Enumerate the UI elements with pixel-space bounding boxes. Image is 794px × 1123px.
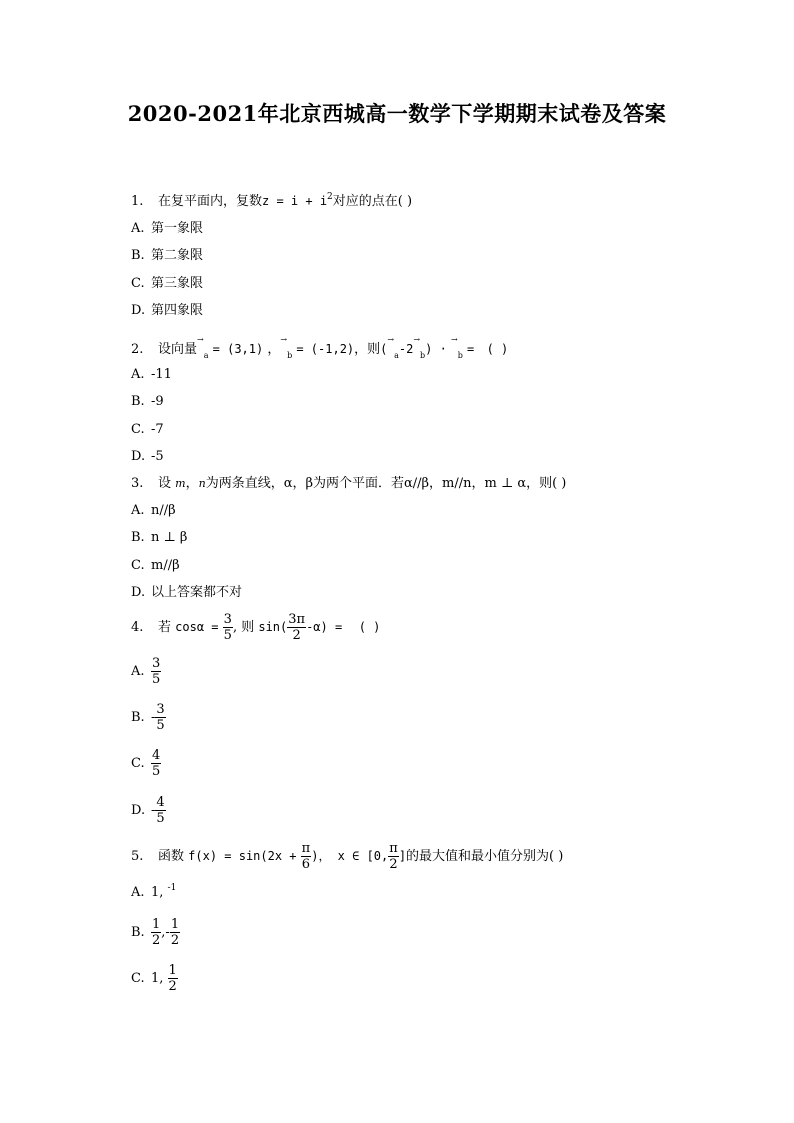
sin-expr: sin( [258,620,288,634]
then-text: , 则 [232,620,255,635]
option-a [131,503,176,519]
sin-expr-end: -α) = [306,620,343,634]
question-text: 若 [158,620,172,635]
option-b [131,248,203,264]
option-label: B. [131,925,145,940]
expr-open: ( [380,342,388,356]
fraction [168,963,178,994]
option-text: 第二象限 [151,248,204,263]
question-text-end: 对应的点在( ) [332,194,413,209]
vector-a-value: = (3,1) [212,342,264,356]
option-d [131,303,203,319]
question-text: 设向量 [158,342,198,357]
superscript: -1 [167,883,177,893]
then-text: ，则 [354,342,381,357]
option-c [131,558,180,574]
fraction [151,917,161,948]
fraction [223,612,233,643]
option-text: -9 [151,394,164,409]
option-label: A. [131,885,145,900]
denominator: 5 [156,811,165,826]
option-c [131,276,203,292]
option-label: C. [131,756,145,771]
option-label: A. [131,503,145,518]
option-text: 1, [151,971,168,986]
denominator: 5 [223,628,232,643]
comma: ， [267,342,281,357]
vector-arrow: → [197,335,204,344]
superscript: 2 [327,192,333,202]
option-label: D. [131,303,146,318]
numerator: 1 [168,963,177,978]
option-a [131,656,161,687]
cos-expr: cosα = [175,620,219,634]
question-number: 1. [131,194,144,209]
vector-arrow: → [413,335,421,344]
fraction [170,917,180,948]
fraction [155,702,165,733]
option-d [131,795,166,826]
question-text: 设 [158,476,172,491]
option-label: B. [131,530,145,545]
option-b [131,530,187,546]
question-text: 函数 [158,849,185,864]
function-close: ) [311,849,319,863]
option-c [131,422,164,438]
option-c [131,963,178,994]
option-label: A. [131,221,145,236]
expr-mid: -2 [398,342,414,356]
denominator: 5 [152,672,161,687]
question-number: 3. [131,476,144,491]
expr-close: ) · [425,342,447,356]
equals: = [466,342,475,356]
separator: ， [185,476,199,491]
question-2 [131,335,509,360]
option-c [131,748,161,779]
vector-a: a [394,351,399,360]
option-a [131,221,203,237]
option-a [131,885,176,902]
fraction [287,612,306,643]
question-3 [131,476,566,492]
denominator: 2 [170,933,180,948]
numerator: 1 [170,917,180,932]
denominator: 6 [301,857,311,872]
fraction [151,748,161,779]
domain-expr: ， x ∈ [0, [318,849,389,863]
var-n: n [198,477,206,490]
var-m: m [175,477,186,490]
option-text: m//β [151,558,180,573]
option-a [131,367,172,383]
numerator: 3 [223,612,232,627]
option-label: A. [131,664,145,679]
numerator: π [301,841,311,856]
option-text: 第一象限 [151,221,204,236]
sign: - [151,710,156,725]
denominator: 2 [152,933,161,948]
question-text-end: 的最大值和最小值分别为( ) [406,849,564,864]
vector-b: b [457,351,463,360]
numerator: 1 [152,917,161,932]
vector-a: a [203,351,209,360]
vector-b: b [287,351,293,360]
option-label: C. [131,558,145,573]
vector-b: b [420,351,426,360]
numerator: 3 [152,656,161,671]
numerator: π [389,841,398,856]
denominator: 2 [287,627,306,643]
separator: ,- [161,925,170,940]
option-text: n ⊥ β [151,530,188,545]
function-expr: f(x) = sin(2x + [188,849,297,863]
question-1 [131,193,412,211]
option-d [131,449,164,465]
question-4 [131,612,380,643]
option-text: -5 [151,449,164,464]
question-5 [131,841,563,872]
option-text: n//β [151,503,176,518]
question-number: 5. [131,849,144,864]
fraction [151,656,161,687]
vector-arrow: → [280,335,288,344]
vector-arrow: → [450,335,458,344]
fraction [388,841,399,872]
option-text: -11 [151,367,172,382]
option-label: C. [131,971,145,986]
option-text: 第四象限 [151,303,204,318]
numerator: 4 [152,748,161,763]
option-text: 以上答案都不对 [151,585,243,600]
option-text: -7 [151,422,164,437]
question-text: 在复平面内，复数 [158,194,263,209]
denominator: 2 [168,979,177,994]
question-number: 2. [131,342,144,357]
domain-close: ] [398,849,407,863]
option-label: B. [131,394,145,409]
option-label: D. [131,803,146,818]
page-title: 2020-2021年北京西城高一数学下学期期末试卷及答案 [127,101,667,126]
vector-b-value: = (-1,2) [296,342,355,356]
sign: - [151,803,156,818]
question-number: 4. [131,620,144,635]
option-d [131,585,242,601]
option-label: C. [131,422,145,437]
option-label: C. [131,276,145,291]
numerator: 3π [288,612,306,627]
option-b [131,917,180,948]
answer-paren: ( ) [358,620,381,634]
fraction [301,841,312,872]
numerator: 3 [156,702,165,717]
numerator: 4 [156,795,165,810]
vector-arrow: → [387,335,395,344]
option-label: D. [131,585,146,600]
option-label: A. [131,367,145,382]
denominator: 5 [152,764,161,779]
answer-paren: ( ) [486,342,509,356]
option-text: 1, [151,885,168,900]
denominator: 2 [389,857,398,872]
fraction [155,795,165,826]
option-b [131,394,164,410]
option-b [131,702,166,733]
option-text: 第三象限 [151,276,204,291]
math-expr: z = i + i [262,194,328,208]
option-label: D. [131,449,146,464]
question-text-end: 为两条直线，α，β为两个平面．若α//β，m//n，m ⊥ α，则( ) [205,476,567,491]
option-label: B. [131,248,145,263]
denominator: 5 [156,718,165,733]
option-label: B. [131,710,145,725]
